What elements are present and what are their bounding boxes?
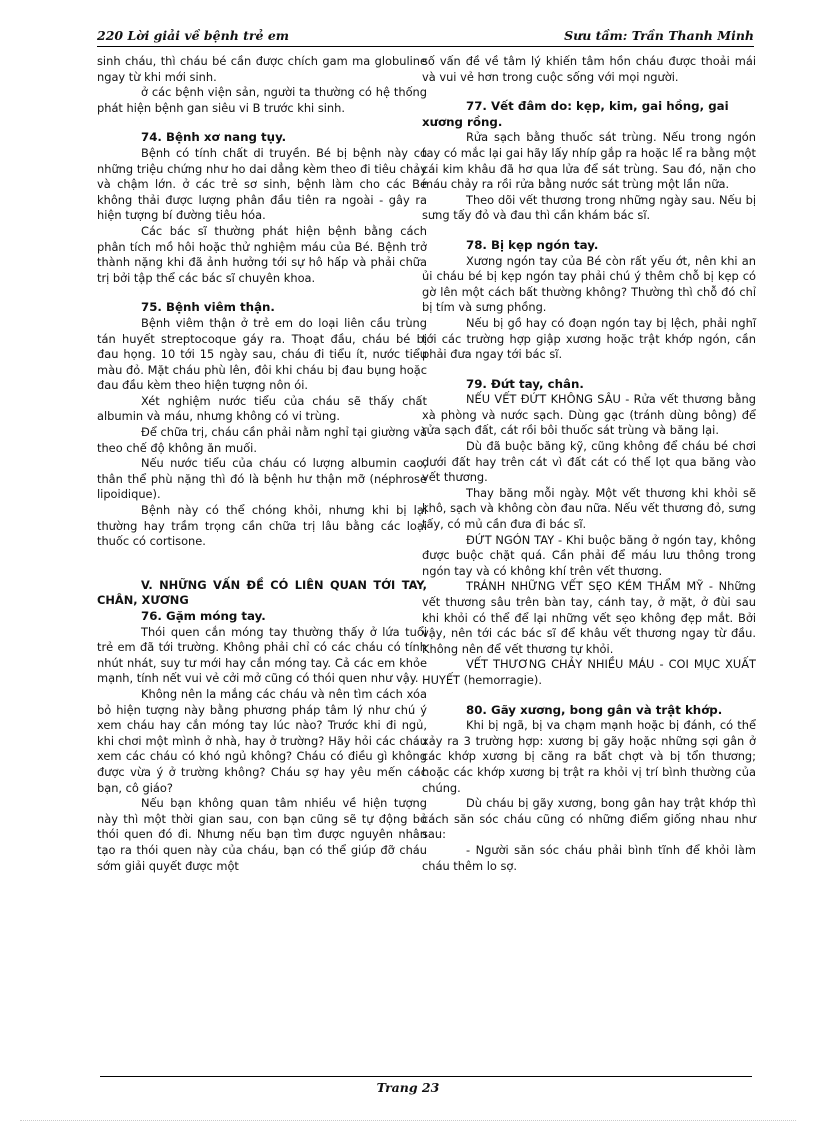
paragraph: NẾU VẾT ĐỨT KHÔNG SÂU - Rửa vết thương bằng xà phòng và nước sạch. Dùng gạc (tránh dùng bông) để rửa sạch đất, cát rồi bôi thuốc sát trùng và băng lại. — [422, 392, 756, 438]
paragraph: ĐỨT NGÓN TAY - Khi buộc băng ở ngón tay, không được buộc chặt quá. Cần phải để máu lưu thông trong ngón tay và có không khí trên vết thương. — [422, 532, 756, 578]
paragraph: Dù cháu bị gãy xương, bong gân hay trật khớp thì cách săn sóc cháu cũng có những điểm giống nhau như sau: — [422, 796, 756, 842]
paragraph: Theo dõi vết thương trong những ngày sau. Nếu bị sưng tấy đỏ và đau thì cần khám bác sĩ. — [422, 192, 756, 223]
left-column — [97, 54, 427, 874]
chapter-heading-v: V. NHỮNG VẤN ĐỀ CÓ LIÊN QUAN TỚI TAY, CHÂN, XƯƠNG — [97, 577, 427, 608]
paragraph: số vấn đề về tâm lý khiến tâm hồn cháu được thoải mái và vui vẻ hơn trong cuộc sống với mọi người. — [422, 54, 756, 84]
paragraph: Xét nghiệm nước tiểu của cháu sẽ thấy chất albumin và máu, nhưng không có vi trùng. — [97, 393, 427, 424]
paragraph: Nếu bị gồ hay có đoạn ngón tay bị lệch, phải nghĩ tới các trường hợp giập xương hoặc trật khớp ngón, cần phải đưa ngay tới bác sĩ. — [422, 315, 756, 362]
paragraph: Để chữa trị, cháu cần phải nằm nghỉ tại giường và theo chế độ không ăn muối. — [97, 425, 427, 455]
section-heading-77: 77. Vết đâm do: kẹp, kim, gai hồng, gai xương rồng. — [422, 99, 729, 129]
paragraph: Dù đã buộc băng kỹ, cũng không để cháu bé chơi dưới đất hay trên cát vì đất cát có thể lọt qua băng vào vết thương. — [422, 439, 756, 485]
paragraph: Thay băng mỗi ngày. Một vết thương khi khỏi sẽ khô, sạch và không còn đau nữa. Nếu vết thương đỏ, sưng tấy, có mủ cần đưa đi bác sĩ. — [422, 485, 756, 532]
paragraph: Bệnh có tính chất di truyền. Bé bị bệnh này có những triệu chứng như ho dai dẳng kèm theo đi tiêu chảy và chậm lớn. ở các trẻ sơ sinh, bệnh làm cho các Bé không thải được lượng phân đầu tiên ra ngoài - gây ra hiện tượng bí đường tiêu hóa. — [97, 145, 427, 223]
section-heading-79: 79. Đứt tay, chân. — [466, 376, 584, 391]
section-heading-78: 78. Bị kẹp ngón tay. — [466, 237, 599, 252]
paragraph: TRÁNH NHỮNG VẾT SẸO KÉM THẨM MỸ - Những vết thương sâu trên bàn tay, cánh tay, ở mặt, ở đùi sau khi khỏi có thể để lại những vết sẹo không đẹp mắt. Bởi vậy, nên tới các bác sĩ để khâu vết thương ngay từ đầu. Không nên để vết thương tự khỏi. — [422, 579, 756, 656]
paragraph: Nếu nước tiểu của cháu có lượng albumin cao, thân thể phù nặng thì đó là bệnh hư thận mỡ (néphrose lipoidique). — [97, 456, 427, 502]
paragraph: - Người săn sóc cháu phải bình tĩnh để khỏi làm cháu thêm lo sợ. — [422, 842, 756, 873]
paragraph: ở các bệnh viện sản, người ta thường có hệ thống phát hiện bệnh gan siêu vi B trước khi sinh. — [97, 85, 427, 115]
paragraph: Xương ngón tay của Bé còn rất yếu ớt, nên khi an ủi cháu bé bị kẹp ngón tay phải chú ý thêm chỗ bị kẹp có gờ lên một cách bất thường không? Thường thì chỗ đó chỉ bị tím và sưng phồng. — [422, 253, 756, 315]
paragraph: VẾT THƯƠNG CHẢY NHIỀU MÁU - COI MỤC XUẤT HUYẾT (hemorragie). — [422, 657, 756, 687]
paragraph: Bệnh viêm thận ở trẻ em do loại liên cầu trùng tán huyết streptocoque gáy ra. Thoạt đầu, cháu bé bị đau họng. 10 tới 15 ngày sau, cháu đi tiểu ít, nước tiểu màu đỏ. Mặt cháu phù lên, đôi khi cháu bị đau bụng hoặc đau đầu kèm theo hiện tượng nôn ói. — [97, 315, 427, 393]
section-heading-80: 80. Gãy xương, bong gân và trật khớp. — [466, 702, 723, 717]
book-title: 220 Lời giải về bệnh trẻ em — [97, 28, 289, 43]
page-number: Trang 23 — [376, 1080, 440, 1095]
paragraph: Bệnh này có thể chóng khỏi, nhưng khi bị lại thường hay trầm trọng cần chữa trị lâu bằng các loại thuốc có cortisone. — [97, 503, 427, 549]
author-credit: Sưu tầm: Trần Thanh Minh — [564, 28, 754, 43]
paragraph: Các bác sĩ thường phát hiện bệnh bằng cách phân tích mồ hôi hoặc thử nghiệm máu của Bé. Bệnh trở thành nặng khi đã ảnh hưởng tới sự hô hấp và phải chữa trị bởi tập thể các bác sĩ chuyên khoa. — [97, 223, 427, 285]
page-header — [97, 26, 754, 47]
section-heading-74: 74. Bệnh xơ nang tụy. — [141, 130, 287, 145]
page-edge-divider — [20, 1120, 796, 1121]
paragraph: Không nên la mắng các cháu và nên tìm cách xóa bỏ hiện tượng này bằng phương pháp tâm lý như chú ý xem cháu hay cắn móng tay lúc nào? Trước khi đi ngủ, khi chơi một mình ở nhà, hay ở trường? Hãy hỏi các cháu xem các cháu có khó ngủ không? Cháu có điều gì không được vừa ý ở trường không? Cháu sợ hay yêu mến các bạn, cô giáo? — [97, 686, 427, 795]
right-column — [422, 54, 756, 874]
paragraph: Thói quen cắn móng tay thường thấy ở lứa tuổi trẻ em đã tới trường. Không phải chỉ có các cháu có tính nhút nhát, suy tư mới hay cắn móng tay. Cả các em khỏe mạnh, tính nết vui vẻ cởi mở cũng có thói quen như vậy. — [97, 624, 427, 686]
paragraph: sinh cháu, thì cháu bé cần được chích gam ma globuline ngay từ khi mới sinh. — [97, 54, 427, 84]
section-heading-75: 75. Bệnh viêm thận. — [141, 300, 275, 315]
paragraph: Nếu bạn không quan tâm nhiều về hiện tượng này thì một thời gian sau, con bạn cũng sẽ tự động bỏ thói quen đó đi. Nhưng nếu bạn tìm được nguyên nhân tạo ra thói quen này của cháu, bạn có thể giúp đỡ cháu sớm giải quyết được một — [97, 796, 427, 873]
footer-divider — [100, 1076, 752, 1077]
section-heading-76: 76. Gặm móng tay. — [141, 609, 266, 623]
paragraph: Khi bị ngã, bị va chạm mạnh hoặc bị đánh, có thể xảy ra 3 trường hợp: xương bị gãy hoặc những sợi gân ở các khớp xương bị căng ra bất chợt và bị tổn thương; hoặc các khớp xương bị trật ra khỏi vị trí bình thường của chúng. — [422, 718, 756, 795]
paragraph: Rửa sạch bằng thuốc sát trùng. Nếu trong ngón tay có mắc lại gai hãy lấy nhíp gắp ra hoặc lể ra bằng một cái kim khâu đã hơ qua lửa để sát trùng. Sau đó, nặn cho máu chảy ra rồi rửa bằng nước sát trùng một lần nữa. — [422, 130, 756, 192]
